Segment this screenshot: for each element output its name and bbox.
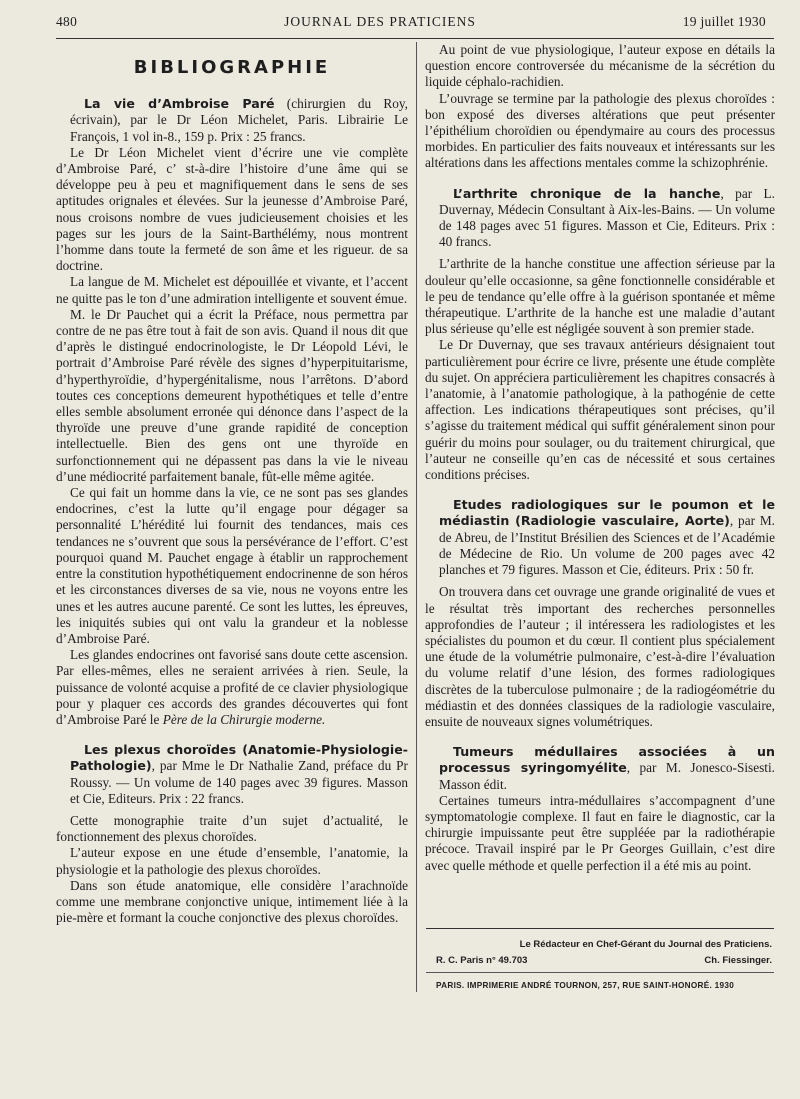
paragraph: L’ouvrage se termine par la pathologie des plexus choroïdes : bon exposé des diverses altérations que peut présenter l’épithélium choroïdien ou épendymaire au cours des processus morbides. En particulier des faits nouveaux et intéressants sur les altérations dans les affections mentales comme la schizophrénie. xyxy=(425,90,775,171)
footer-rule xyxy=(426,928,774,929)
paragraph: Le Dr Duvernay, que ses travaux antérieurs désignaient tout particulièrement pour écrire ce livre, présente une étude complète du sujet. On appréciera particulièrement les chapitres consacrés à l’anatomie, à l’anatomie pathologique, à la pathogénie de cette affection. Les indications thérapeutiques sont précises, qu’il s’agisse du traitement médical qui suffit généralement sinon pour guérir du moins pour soulager, ou du traitement chirurgical, que l’auteur ne conseille qu’en cas de nécessité et sous certaines conditions précises. xyxy=(425,337,775,483)
paragraph-text: Les glandes endocrines ont favorisé sans doute cette ascension. Par elles-mêmes, elles ne seraient arrivées à rien. Seule, la puissance de volonté acquise a profité de ce clavier physiologique pour y plaquer ces accords des grandes découvertes qui font d’Ambroise Paré le xyxy=(56,647,408,727)
section-title: BIBLIOGRAPHIE xyxy=(133,57,331,78)
entry-title-arthrite: L’arthrite chronique de la hanche xyxy=(453,185,721,201)
entry-citation-pare: (chirurgien du Roy, écrivain), par le Dr Léon Michelet, Paris. Librairie Le François, 1 vol in-8., 159 p. Prix : 25 francs. xyxy=(70,96,408,144)
spacer xyxy=(425,483,775,497)
footer-redacteur: Le Rédacteur en Chef-Gérant du Journal des Praticiens. xyxy=(519,939,772,950)
paragraph: Le Dr Léon Michelet vient d’écrire une vie complète d’Ambroise Paré, c’ st-à-dire l’histoire d’une âme qui se développe peu à peu et magnifiquement dans le sens de ses aptitudes orignales et élevées. Sur la jeunesse d’Ambroise Paré, nous croisons nombre de vues judicieusement choisies et les pages sur les jours de la Saint-Barthélémy, nous montrent l’homme dans toute la fermeté de son âme et les rigueur. de sa doctrine. xyxy=(56,144,408,274)
entry-title-pare: La vie d’Ambroise Paré xyxy=(84,96,275,112)
entry-heading-radiologie xyxy=(425,497,775,578)
paragraph: Au point de vue physiologique, l’auteur expose en détails la question encore controversée du mécanisme de la sécrétion du liquide céphalo-rachidien. xyxy=(425,42,775,90)
paragraph xyxy=(56,647,408,728)
italic-phrase: Père de la Chirurgie moderne. xyxy=(162,711,326,727)
footer-rule-2 xyxy=(426,972,774,973)
footer-signature: Ch. Fiessinger. xyxy=(704,955,772,966)
footer-rc: R. C. Paris n° 49.703 xyxy=(436,955,528,966)
spacer xyxy=(425,172,775,186)
issue-date: 19 juillet 1930 xyxy=(682,14,766,29)
spacer xyxy=(425,730,775,744)
footer-credits xyxy=(436,955,772,966)
paragraph: Ce qui fait un homme dans la vie, ce ne sont pas ses glandes endocrines, c’est la lutte qu’il engage pour dégager sa personnalité L’hérédité lui fournit des tendances, mais ces tendances ne s’ouvrent que sous la persévérance de l’effort. C’est pourquoi quand M. Pauchet engage à établir un rapprochement entre la constitution hypothétiquement endocrinenne de son héros et les circonstances diverses de sa vie, nous ne voyons entre les unes et les autres aucune parenté. Ce sont les luttes, les épreuves, les iniquités subies qui ont valu la grandeur et la noblesse d’Ambroise Paré. xyxy=(56,485,408,646)
paragraph: La langue de M. Michelet est dépouillée et vivante, et l’accent ne quitte pas le ton d’une admiration intelligente et souvent émue. xyxy=(56,274,408,306)
entry-heading-tumeurs xyxy=(425,744,775,793)
page-number: 480 xyxy=(56,14,78,29)
entry-heading-plexus xyxy=(56,742,408,807)
entry-title-radiologie: Etudes radiologiques sur le poumon et le médiastin (Radiologie vasculaire, Aorte) xyxy=(439,497,775,529)
paragraph: M. le Dr Pauchet qui a écrit la Préface, nous permettra par contre de ne pas être tout à fait de son avis. Quand il nous dit que d’après le distingué endocrinologiste, le Dr Léopold Lévi, le portrait d’Ambroise Paré révèle des signes d’hyperpituitarisme, d’hyperthyroïdie, d’hypergénitalisme, nous l’arrêtons. D’abord toutes ces conceptions demeurent hypothétiques et telle d’entre elles semble absolument erronée qui dénonce dans l’aspect de la thyroïde une preuve d’une grande rapidité de conception intellectuelle. Bien des gens ont une thyroïde en surfonctionnement qui ne dépassent pas dans la vie le niveau d’une médiocrité parfaitement banale, fût-elle même agitée. xyxy=(56,306,408,484)
entry-citation-radiologie: , par M. de Abreu, de l’Institut Brésilien des Sciences et de l’Académie de Médecine de Rio. Un volume de 200 pages avec 42 planches et 79 figures. Masson et Cie, éditeurs. Prix : 50 fr. xyxy=(439,513,775,578)
right-column xyxy=(425,42,775,874)
entry-citation-plexus: , par Mme le Dr Nathalie Zand, préface du Pr Roussy. — Un volume de 140 pages avec 39 figures. Masson et Cie, Editeurs. Prix : 22 francs. xyxy=(70,758,408,806)
entry-citation-tumeurs: , par M. Jonesco-Sisesti. Masson édit. xyxy=(439,760,775,792)
left-column xyxy=(56,42,408,926)
header-rule xyxy=(56,38,774,39)
paragraph: On trouvera dans cet ouvrage une grande originalité de vues et le résultat très important des recherches personnelles approfondies de l’auteur ; il intéressera les radiologistes et les spécialistes du poumon et du cœur. Il contient plus spécialement une étude de la volumétrie pulmonaire, c’est-à-dire l’évaluation du volume relatif d’une lésion, des formes radiologiques discrètes de la tuberculose pulmonaire ; de la radiogéométrie du médiastin et des données classiques de la radiologie vasculaire, ensuite de nouveaux signes volumétriques. xyxy=(425,584,775,729)
spacer xyxy=(56,728,408,742)
footer-imprint: PARIS. IMPRIMERIE ANDRÉ TOURNON, 257, RUE SAINT-HONORÉ. 1930 xyxy=(436,981,735,990)
paragraph: Cette monographie traite d’un sujet d’actualité, le fonctionnement des plexus choroïdes. xyxy=(56,812,408,845)
entry-heading-pare xyxy=(56,96,408,145)
column-divider xyxy=(416,42,417,992)
entry-heading-arthrite xyxy=(425,186,775,251)
page-header xyxy=(56,14,766,36)
paragraph: Certaines tumeurs intra-médullaires s’accompagnent d’une symptomatologie complexe. Il faut en faire le diagnostic, car la chirurgie impuissante peut être suppléée par la radiothérapie précoce. Travail inspiré par le Pr Georges Guillain, c’est dire avec quelle méthode et quelle perfection il a été mis au point. xyxy=(425,792,775,873)
entry-citation-arthrite: , par L. Duvernay, Médecin Consultant à Aix-les-Bains. — Un volume de 148 pages avec 51 figures. Masson et Cie, Editeurs. Prix : 40 francs. xyxy=(439,185,775,250)
entry-title-tumeurs: Tumeurs médullaires associées à un processus syringomyélite xyxy=(439,744,775,776)
entry-title-plexus: Les plexus choroïdes (Anatomie-Physiologie-Pathologie) xyxy=(70,742,408,774)
paragraph: L’auteur expose en une étude d’ensemble, l’anatomie, la physiologie et la pathologie des plexus choroïdes. xyxy=(56,845,408,877)
paragraph: L’arthrite de la hanche constitue une affection sérieuse par la douleur qu’elle occasionne, sa gêne fonctionnelle considérable et le peu de tendance qu’elle offre à la guérison spontanée et même thérapeutique. L’arthrite de la hanche est une maladie d’autant plus sérieuse qu’elle est négligée souvent à son premier stade. xyxy=(425,256,775,337)
journal-title: JOURNAL DES PRATICIENS xyxy=(284,14,476,29)
paragraph: Dans son étude anatomique, elle considère l’arachnoïde comme une membrane conjonctive unique, intimement liée à la pie-mère et formant la couche conjonctive des plexus choroïdes. xyxy=(56,877,408,926)
